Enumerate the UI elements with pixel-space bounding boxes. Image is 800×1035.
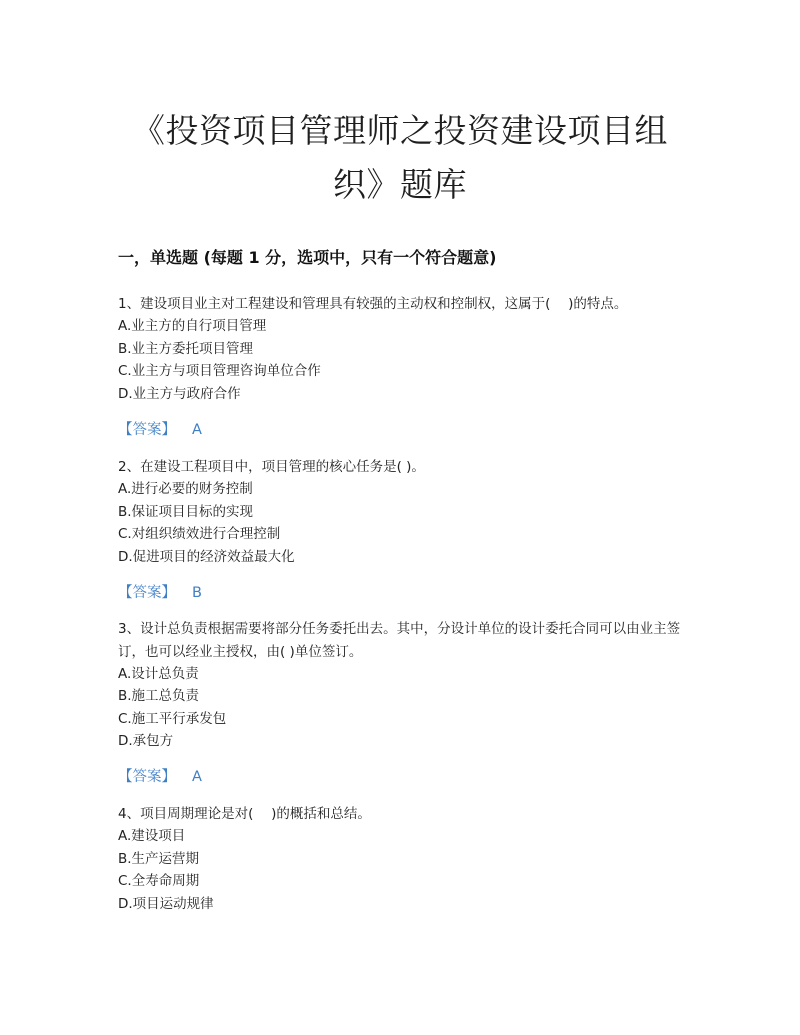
section-heading: 一，单选题 (每题 1 分，选项中，只有一个符合题意) [118, 248, 497, 267]
document-title [100, 104, 700, 212]
question-1-option-b: B.业主方委托项目管理 [118, 341, 254, 357]
question-1-option-d: D.业主方与政府合作 [118, 386, 241, 402]
question-4-option-d: D.项目运动规律 [118, 896, 214, 912]
answer-value: A [192, 422, 202, 438]
answer-value: B [192, 585, 202, 601]
question-4-option-c: C.全寿命周期 [118, 873, 200, 889]
question-4-option-b: B.生产运营期 [118, 851, 200, 867]
question-2-option-c: C.对组织绩效进行合理控制 [118, 526, 281, 542]
question-2-text: 2、在建设工程项目中，项目管理的核心任务是( )。 [118, 459, 425, 475]
answer-label: 【答案】 [118, 585, 176, 601]
question-3-option-c: C.施工平行承发包 [118, 711, 227, 727]
title-line-2: 织》题库 [333, 165, 467, 204]
question-2-option-b: B.保证项目目标的实现 [118, 504, 254, 520]
question-2-answer [118, 582, 202, 604]
question-3-option-b: B.施工总负责 [118, 688, 200, 704]
question-1-option-c: C.业主方与项目管理咨询单位合作 [118, 363, 321, 379]
title-line-1: 《投资项目管理师之投资建设项目组 [132, 111, 668, 150]
question-1-answer [118, 419, 202, 441]
question-1-text: 1、建设项目业主对工程建设和管理具有较强的主动权和控制权，这属于( )的特点。 [118, 296, 628, 312]
answer-value: A [192, 769, 202, 785]
question-3-answer [118, 766, 202, 788]
question-1-option-a: A.业主方的自行项目管理 [118, 318, 267, 334]
question-4-text: 4、项目周期理论是对( )的概括和总结。 [118, 806, 371, 822]
question-3-option-d: D.承包方 [118, 733, 174, 749]
question-2-option-d: D.促进项目的经济效益最大化 [118, 549, 295, 565]
question-3-text: 3、设计总负责根据需要将部分任务委托出去。其中，分设计单位的设计委托合同可以由业主签订，也可以经业主授权，由( )单位签订。 [118, 621, 681, 660]
question-3-option-a: A.设计总负责 [118, 666, 199, 682]
answer-label: 【答案】 [118, 422, 176, 438]
question-4-option-a: A.建设项目 [118, 828, 186, 844]
question-2-option-a: A.进行必要的财务控制 [118, 481, 253, 497]
answer-label: 【答案】 [118, 769, 176, 785]
